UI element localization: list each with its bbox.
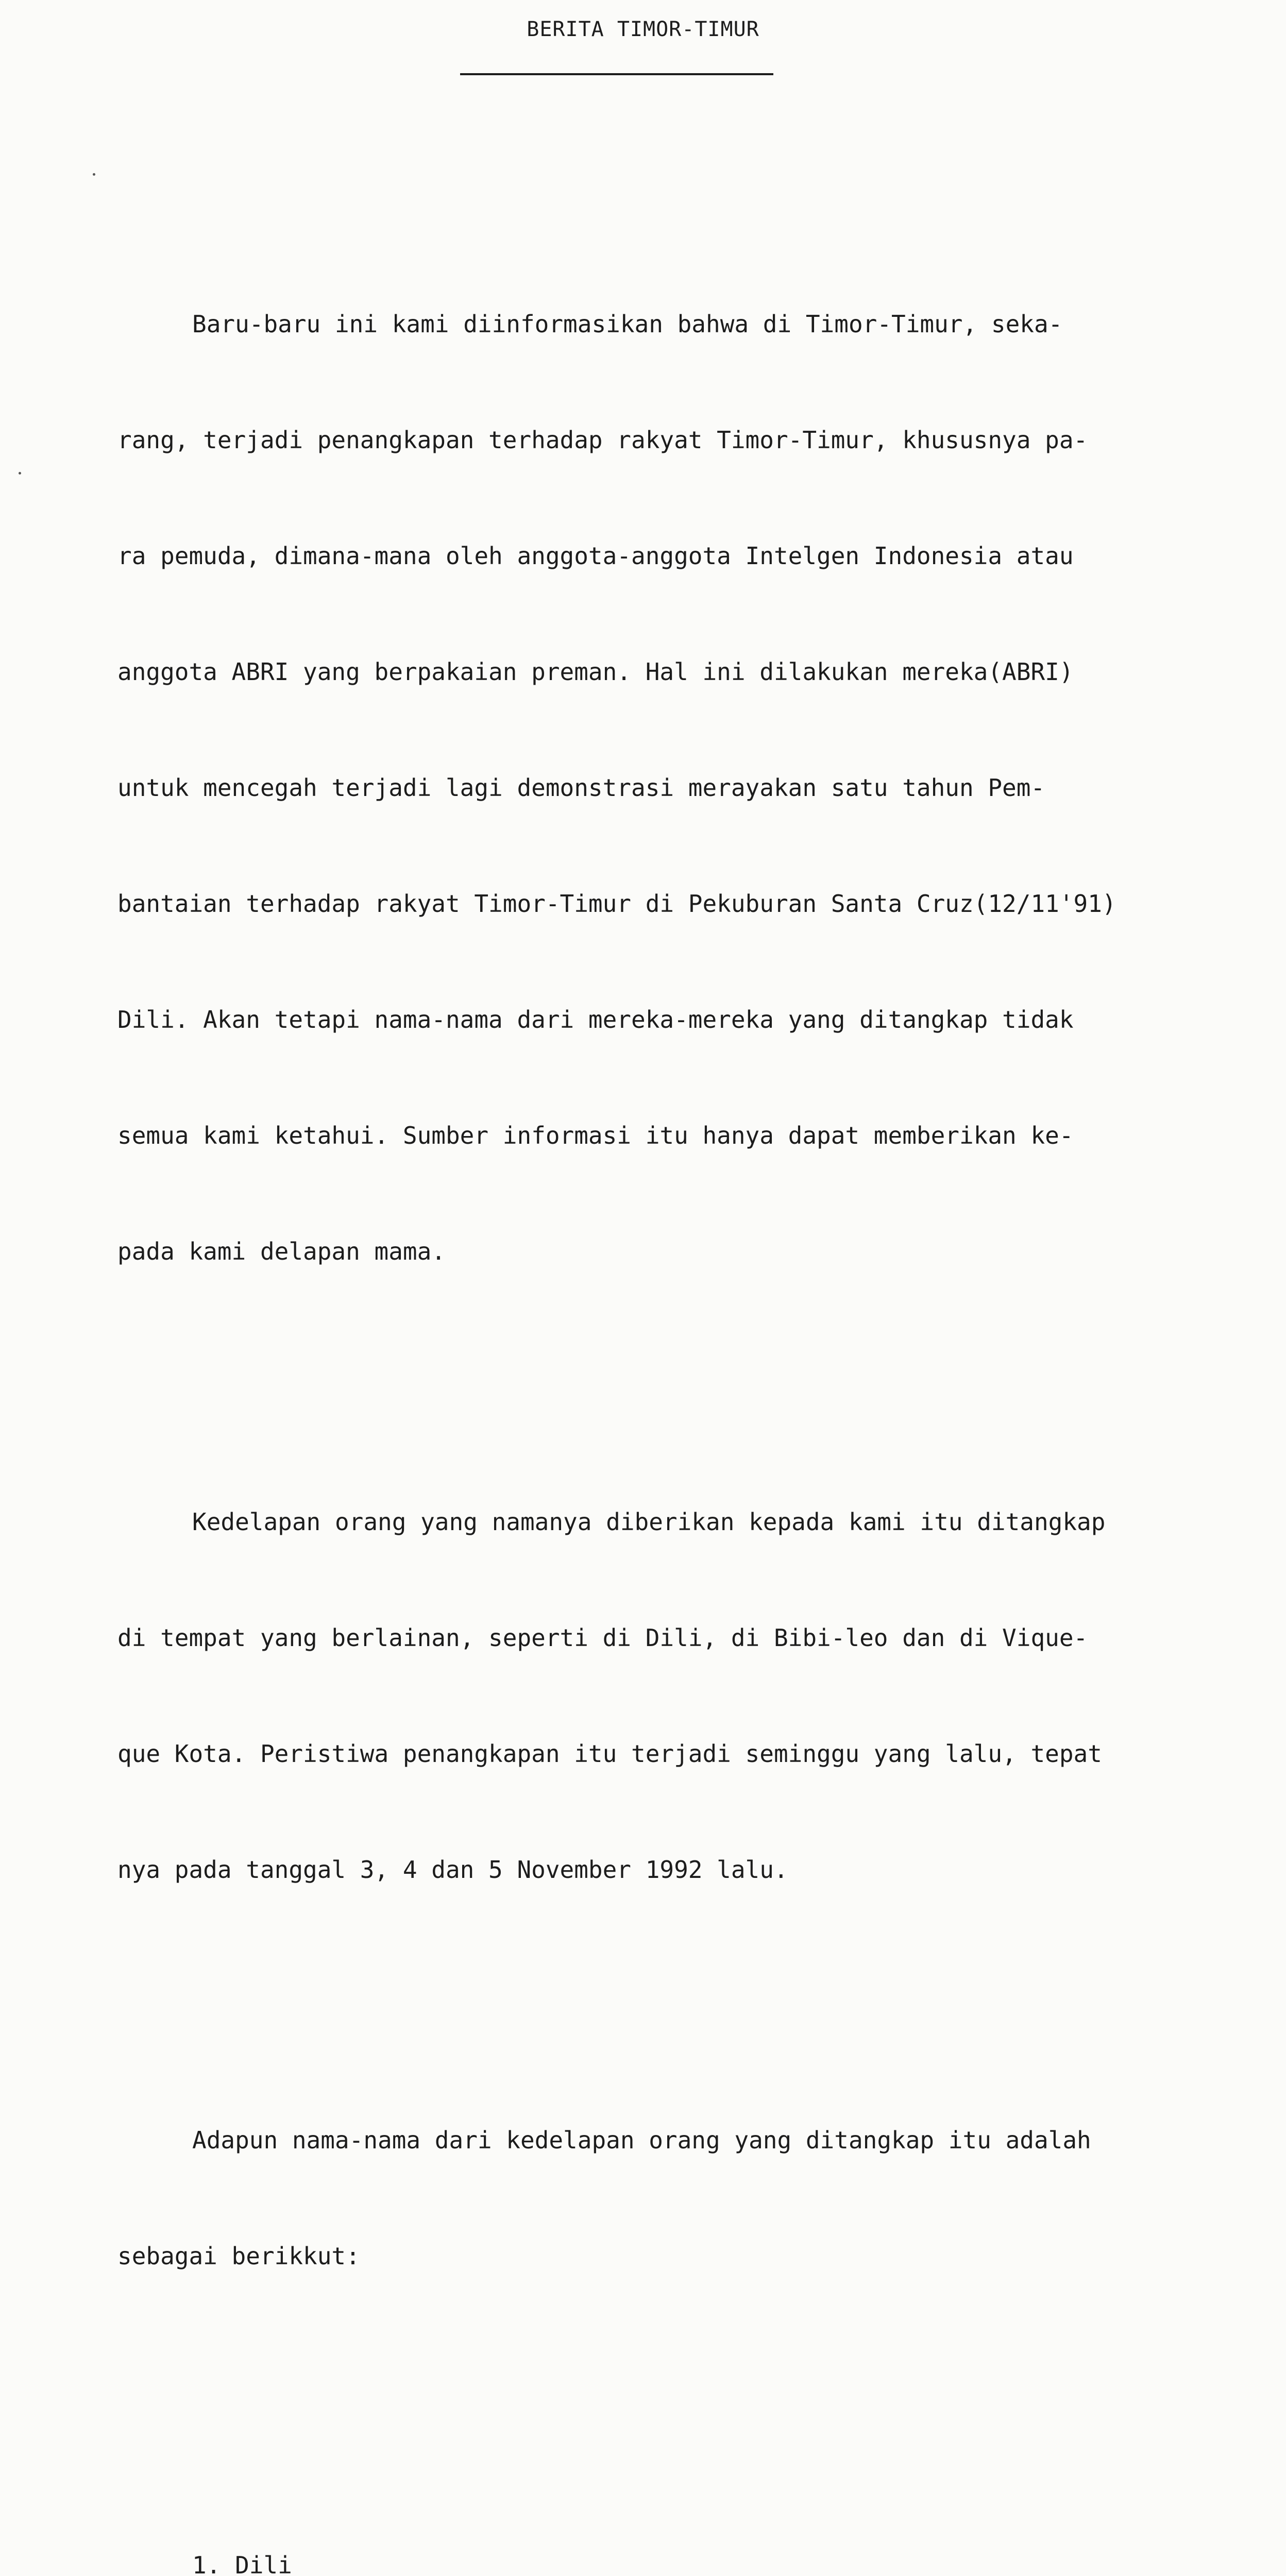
text-line: rang, terjadi penangkapan terhadap rakyat Timor-Timur, khususnya pa- (117, 426, 1088, 454)
paragraph-1 (117, 228, 1266, 1348)
section-dili (117, 2469, 1266, 2576)
text-line: di tempat yang berlainan, seperti di Dili, di Bibi-leo dan di Vique- (117, 1624, 1088, 1652)
text-line: semua kami ketahui. Sumber informasi itu hanya dapat memberikan ke- (117, 1122, 1074, 1149)
title-underline (460, 73, 773, 75)
text-line: Dili. Akan tetapi nama-nama dari mereka-mereka yang ditangkap tidak (117, 1006, 1074, 1033)
text-line: ra pemuda, dimana-mana oleh anggota-anggota Intelgen Indonesia atau (117, 542, 1074, 570)
text-line: pada kami delapan mama. (117, 1238, 446, 1265)
document-body (117, 150, 1266, 2576)
section-heading: 1. Dili (192, 2551, 292, 2576)
text-line: nya pada tanggal 3, 4 dan 5 November 1992 lalu. (117, 1856, 788, 1884)
text-line: que Kota. Peristiwa penangkapan itu terjadi seminggu yang lalu, tepat (117, 1740, 1102, 1768)
text-line: bantaian terhadap rakyat Timor-Timur di Pekuburan Santa Cruz(12/11'91) (117, 890, 1116, 918)
text-line: sebagai berikkut: (117, 2242, 360, 2270)
text-line: untuk mencegah terjadi lagi demonstrasi merayakan satu tahun Pem- (117, 774, 1045, 802)
text-line: Baru-baru ini kami diinformasikan bahwa di Timor-Timur, seka- (192, 310, 1063, 338)
text-line: Adapun nama-nama dari kedelapan orang yang ditangkap itu adalah (192, 2126, 1091, 2154)
paragraph-3 (117, 2044, 1266, 2353)
text-line: anggota ABRI yang berpakaian preman. Hal ini dilakukan mereka(ABRI) (117, 658, 1074, 686)
paragraph-2 (117, 1426, 1266, 1967)
text-line: Kedelapan orang yang namanya diberikan kepada kami itu ditangkap (192, 1508, 1106, 1536)
scan-speck (93, 173, 95, 176)
scan-speck (19, 472, 21, 474)
document-title: BERITA TIMOR-TIMUR (527, 18, 759, 41)
